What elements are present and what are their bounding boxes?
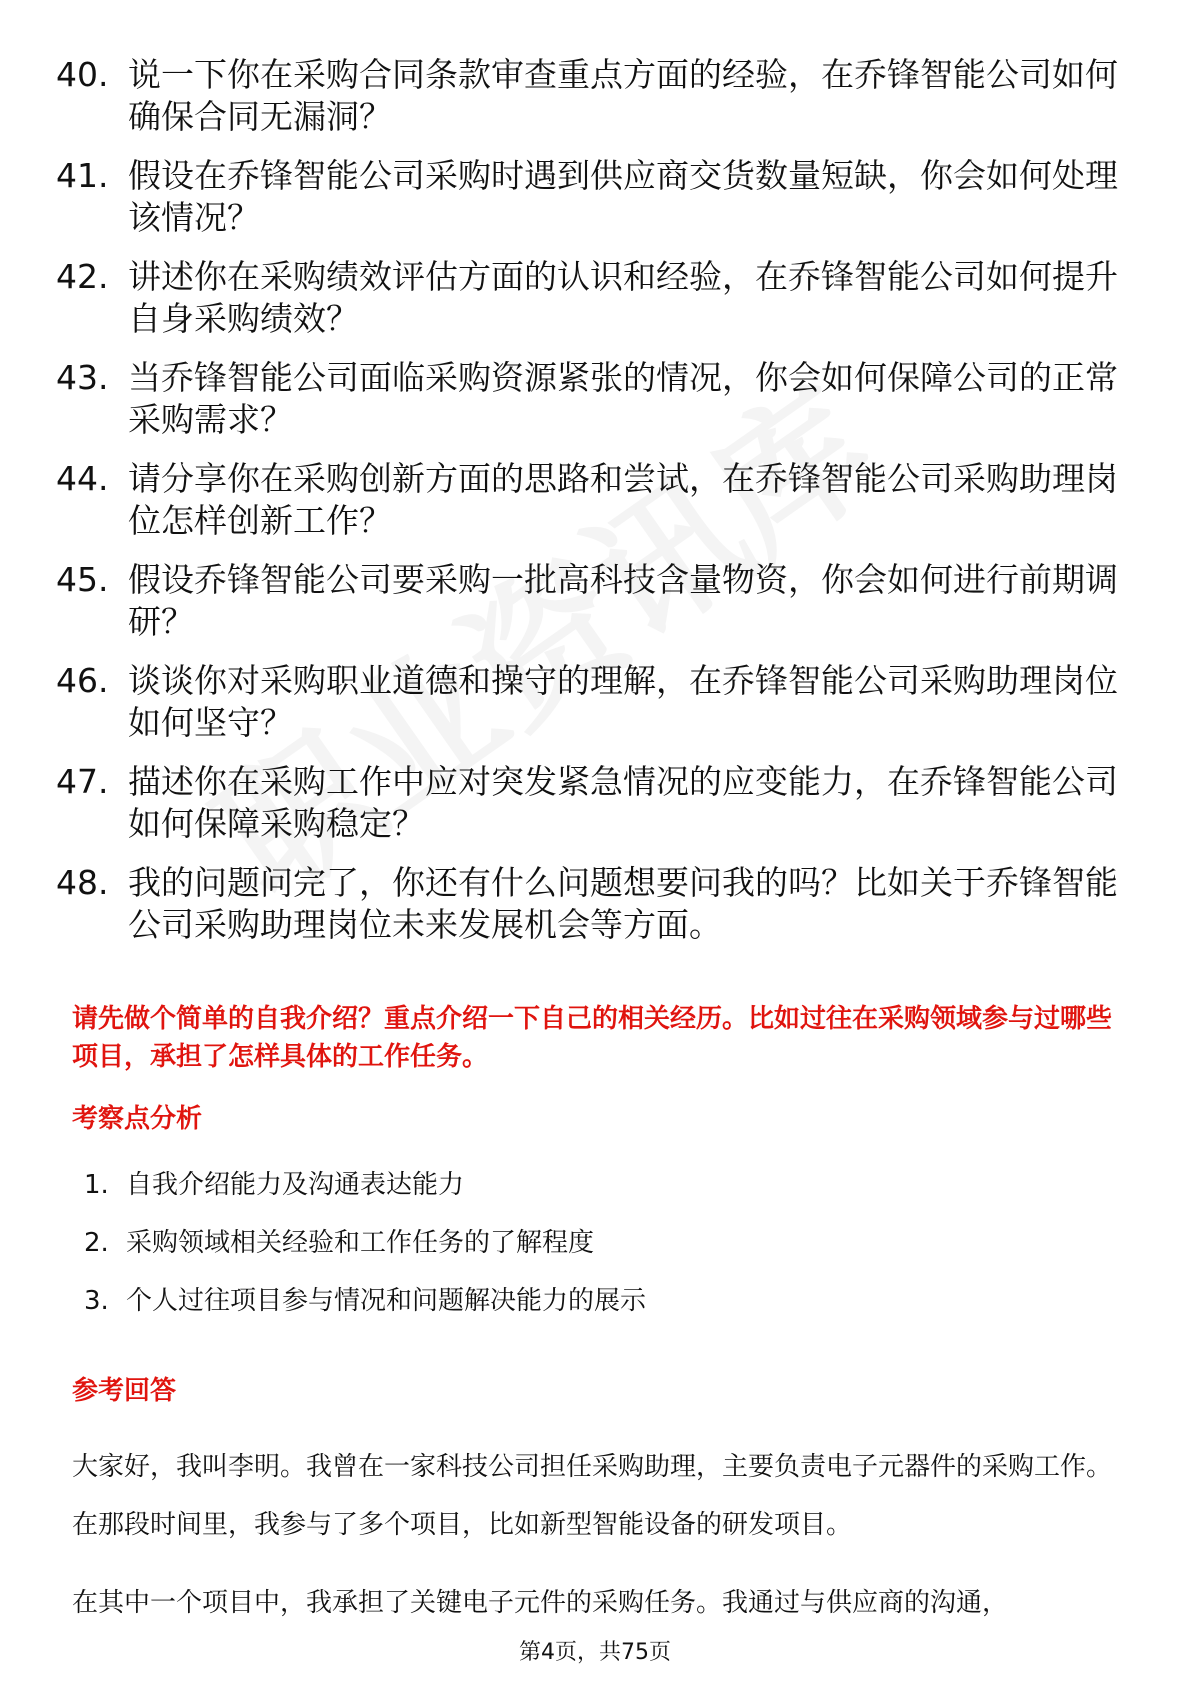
question-number: 48.	[56, 863, 109, 902]
question-item	[56, 761, 1136, 845]
list-item-text: 采购领域相关经验和工作任务的了解程度	[126, 1228, 595, 1258]
question-text: 谈谈你对采购职业道德和操守的理解，在乔锋智能公司采购助理岗位如何坚守？	[128, 661, 1118, 742]
list-item-text: 自我介绍能力及沟通表达能力	[126, 1170, 465, 1200]
question-text: 请分享你在采购创新方面的思路和尝试，在乔锋智能公司采购助理岗位怎样创新工作？	[128, 459, 1118, 540]
question-number: 41.	[56, 156, 109, 195]
question-text: 描述你在采购工作中应对突发紧急情况的应变能力，在乔锋智能公司如何保障采购稳定？	[128, 762, 1118, 843]
question-number: 45.	[56, 560, 109, 599]
question-item	[56, 660, 1136, 744]
question-text: 假设乔锋智能公司要采购一批高科技含量物资，你会如何进行前期调研？	[128, 560, 1118, 641]
question-item	[56, 54, 1136, 138]
question-number: 47.	[56, 762, 109, 801]
focus-question: 请先做个简单的自我介绍？重点介绍一下自己的相关经历。比如过往在采购领域参与过哪些项目，承担了怎样具体的工作任务。	[72, 1004, 1113, 1072]
list-item	[84, 1225, 984, 1261]
question-number: 42.	[56, 257, 109, 296]
page-footer: 第4页，共75页	[519, 1640, 671, 1665]
question-text: 假设在乔锋智能公司采购时遇到供应商交货数量短缺，你会如何处理该情况？	[128, 156, 1118, 237]
question-text: 我的问题问完了，你还有什么问题想要问我的吗？比如关于乔锋智能公司采购助理岗位未来发展机会等方面。	[128, 863, 1118, 944]
question-item	[56, 357, 1136, 441]
list-item	[84, 1283, 984, 1319]
question-item	[56, 458, 1136, 542]
question-text: 讲述你在采购绩效评估方面的认识和经验，在乔锋智能公司如何提升自身采购绩效？	[128, 257, 1118, 338]
list-item-number: 2.	[84, 1228, 109, 1258]
question-number: 46.	[56, 661, 109, 700]
question-item	[56, 559, 1136, 643]
analysis-list	[84, 1167, 984, 1341]
question-number: 40.	[56, 55, 109, 94]
answer-paragraph: 大家好，我叫李明。我曾在一家科技公司担任采购助理，主要负责电子元器件的采购工作。在那段时间里，我参与了多个项目，比如新型智能设备的研发项目。	[72, 1452, 1113, 1540]
question-number: 43.	[56, 358, 109, 397]
question-text: 当乔锋智能公司面临采购资源紧张的情况，你会如何保障公司的正常采购需求？	[128, 358, 1118, 439]
question-text: 说一下你在采购合同条款审查重点方面的经验，在乔锋智能公司如何确保合同无漏洞？	[128, 55, 1118, 136]
question-list	[56, 54, 1136, 963]
list-item-number: 3.	[84, 1286, 109, 1316]
question-item	[56, 862, 1136, 946]
question-number: 44.	[56, 459, 109, 498]
list-item-text: 个人过往项目参与情况和问题解决能力的展示	[126, 1286, 647, 1316]
question-item	[56, 256, 1136, 340]
list-item-number: 1.	[84, 1170, 109, 1200]
list-item	[84, 1167, 984, 1203]
analysis-heading: 考察点分析	[72, 1104, 203, 1134]
answer-heading: 参考回答	[72, 1376, 177, 1406]
answer-paragraph: 在其中一个项目中，我承担了关键电子元件的采购任务。我通过与供应商的沟通，	[72, 1588, 1009, 1618]
question-item	[56, 155, 1136, 239]
